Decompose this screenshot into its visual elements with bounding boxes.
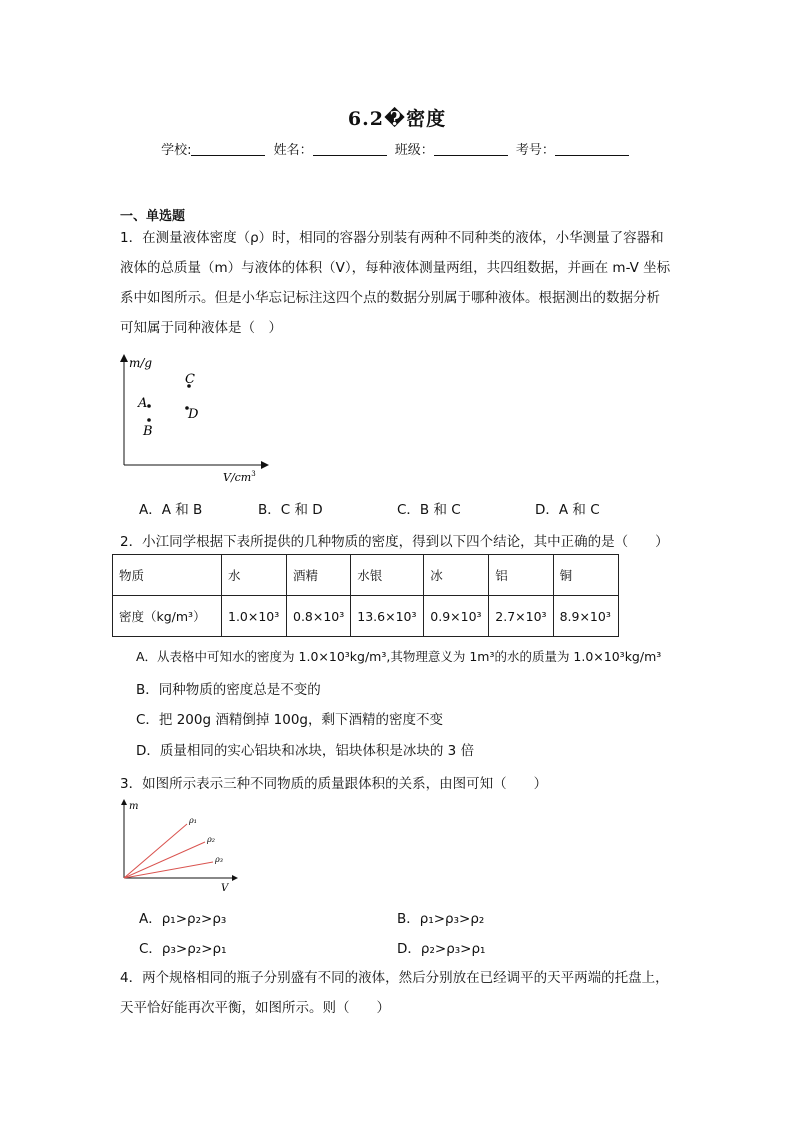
table-header-cell: 冰 <box>424 555 489 596</box>
q3-mv-graph <box>115 798 245 896</box>
table-header-cell: 物质 <box>113 555 222 596</box>
q3-line-rho1 <box>124 824 187 878</box>
q3-y-label: m <box>129 801 139 812</box>
exam-number-blank[interactable] <box>555 143 629 156</box>
question-4 <box>120 963 685 1023</box>
q3-line-rho3 <box>124 862 213 878</box>
q1-line-2: 液体的总质量（m）与液体的体积（V），每种液体测量两组，共四组数据，并画在 m-V 坐标 <box>120 260 671 276</box>
page-title: 6.2�密度 <box>347 108 447 130</box>
q3-option-c[interactable]: C．ρ₃>ρ₂>ρ₁ <box>139 941 227 957</box>
q1-point-b <box>147 418 151 422</box>
q3-option-d[interactable]: D．ρ₂>ρ₃>ρ₁ <box>397 941 486 957</box>
q1-line-4: 可知属于同种液体是（ ） <box>120 320 282 336</box>
q3-label-rho3: ρ₃ <box>215 855 223 864</box>
q1-option-d[interactable]: D．A 和 C <box>535 502 600 518</box>
table-header-cell: 水银 <box>351 555 424 596</box>
q3-label-rho1: ρ₁ <box>189 816 197 825</box>
school-label: 学校: <box>161 143 192 158</box>
q2-option-d[interactable]: D．质量相同的实心铝块和冰块，铝块体积是冰块的 3 倍 <box>136 743 475 759</box>
question-3-stem: 3．如图所示表示三种不同物质的质量跟体积的关系，由图可知（ ） <box>120 776 548 792</box>
q1-label-a: A <box>138 396 148 411</box>
table-cell: 2.7×10³ <box>489 596 553 637</box>
q1-x-label: $V/cm^3$ <box>223 470 256 484</box>
question-2-stem: 2．小江同学根据下表所提供的几种物质的密度，得到以下四个结论，其中正确的是（ ） <box>120 534 669 550</box>
q3-label-rho2: ρ₂ <box>207 835 215 844</box>
q1-y-label: m/g <box>129 356 153 370</box>
q3-x-label: V <box>221 883 229 894</box>
student-info-row <box>0 139 794 158</box>
name-label: 姓名： <box>273 143 313 158</box>
table-row <box>113 596 619 637</box>
q1-label-d: D <box>188 407 199 422</box>
q3-line-rho2 <box>124 842 205 878</box>
q1-option-a[interactable]: A．A 和 B <box>139 502 203 518</box>
table-header-row <box>113 555 619 596</box>
q1-label-b: B <box>143 424 153 439</box>
q4-line-2: 天平恰好能再次平衡，如图所示。则（ ） <box>120 1000 390 1016</box>
q1-line-3: 系中如图所示。但是小华忘记标注这四个点的数据分别属于哪种液体。根据测出的数据分析 <box>120 290 660 306</box>
q1-mv-graph <box>115 352 275 487</box>
table-cell: 0.9×10³ <box>424 596 489 637</box>
class-blank[interactable] <box>434 143 508 156</box>
school-blank[interactable] <box>191 143 265 156</box>
class-label: 班级： <box>394 143 434 158</box>
section-heading: 一、单选题 <box>120 209 186 224</box>
q2-option-a[interactable]: A．从表格中可知水的密度为 1.0×10³kg/m³,其物理意义为 1m³的水的质量为 1.0×10³kg/m³ <box>136 649 662 664</box>
q2-option-b[interactable]: B．同种物质的密度总是不变的 <box>136 682 321 698</box>
q1-line-1: 1．在测量液体密度（ρ）时，相同的容器分别装有两种不同种类的液体，小华测量了容器和 <box>120 230 664 246</box>
density-table <box>112 554 619 637</box>
table-header-cell: 水 <box>222 555 287 596</box>
table-row-label: 密度（kg/m³） <box>113 596 222 637</box>
q4-line-1: 4．两个规格相同的瓶子分别盛有不同的液体，然后分别放在已经调平的天平两端的托盘上， <box>120 970 669 986</box>
q1-point-a <box>147 404 151 408</box>
q3-option-a[interactable]: A．ρ₁>ρ₂>ρ₃ <box>139 911 227 927</box>
question-1 <box>120 223 685 343</box>
table-cell: 13.6×10³ <box>351 596 424 637</box>
name-blank[interactable] <box>313 143 387 156</box>
table-cell: 8.9×10³ <box>553 596 618 637</box>
q2-option-c[interactable]: C．把 200g 酒精倒掉 100g，剩下酒精的密度不变 <box>136 712 443 728</box>
table-header-cell: 酒精 <box>287 555 351 596</box>
table-header-cell: 铝 <box>489 555 553 596</box>
q3-option-b[interactable]: B．ρ₁>ρ₃>ρ₂ <box>397 911 485 927</box>
q1-option-c[interactable]: C．B 和 C <box>397 502 461 518</box>
table-cell: 0.8×10³ <box>287 596 351 637</box>
exam-number-label: 考号： <box>515 143 555 158</box>
q1-label-c: C <box>185 372 195 387</box>
table-cell: 1.0×10³ <box>222 596 287 637</box>
table-header-cell: 铜 <box>553 555 618 596</box>
q1-option-b[interactable]: B．C 和 D <box>258 502 323 518</box>
